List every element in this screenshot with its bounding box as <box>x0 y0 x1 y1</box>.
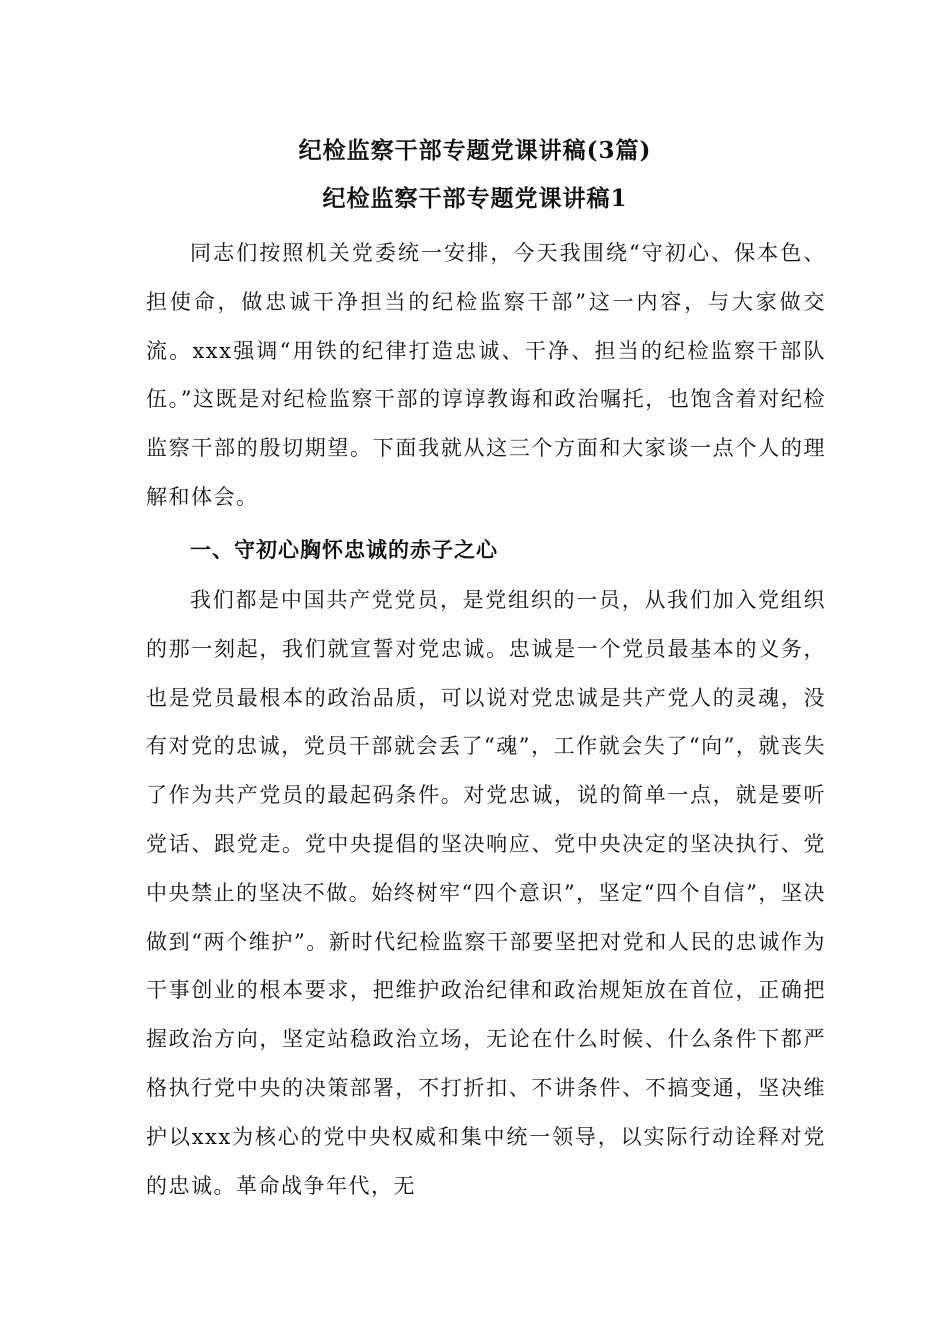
document-subtitle: 纪检监察干部专题党课讲稿1 <box>322 185 628 212</box>
section-paragraph: 我们都是中国共产党党员，是党组织的一员，从我们加入党组织的那一刻起，我们就宣誓对党忠诚。忠诚是一个党员最基本的义务，也是党员最根本的政治品质，可以说对党忠诚是共产党人的灵魂，没有对党的忠诚，党员干部就会丢了“魂”，工作就会失了“向”，就丧失了作为共产党员的最起码条件。对党忠诚，说的简单一点，就是要听党话、跟党走。党中央提倡的坚决响应、党中央决定的坚决执行、党中央禁止的坚决不做。始终树牢“四个意识”，坚定“四个自信”，坚决做到“两个维护”。新时代纪检监察干部要坚把对党和人民的忠诚作为干事创业的根本要求，把维护政治纪律和政治规矩放在首位，正确把握政治方向，坚定站稳政治立场，无论在什么时候、什么条件下都严格执行党中央的决策部署，不打折扣、不讲条件、不搞变通，坚决维护以xxx为核心的党中央权威和集中统一领导，以实际行动诠释对党的忠诚。革命战争年代，无 <box>146 588 826 1198</box>
section-heading: 一、守初心胸怀忠诚的赤子之心 <box>190 537 498 562</box>
document-title: 纪检监察干部专题党课讲稿(3篇) <box>298 137 652 164</box>
intro-paragraph: 同志们按照机关党委统一安排，今天我围绕“守初心、保本色、担使命，做忠诚干净担当的纪检监察干部”这一内容，与大家做交流。xxx强调“用铁的纪律打造忠诚、干净、担当的纪检监察干部队伍。”这既是对纪检监察干部的谆谆教诲和政治嘱托，也饱含着对纪检监察干部的殷切期望。下面我就从这三个方面和大家谈一点个人的理解和体会。 <box>146 241 826 509</box>
